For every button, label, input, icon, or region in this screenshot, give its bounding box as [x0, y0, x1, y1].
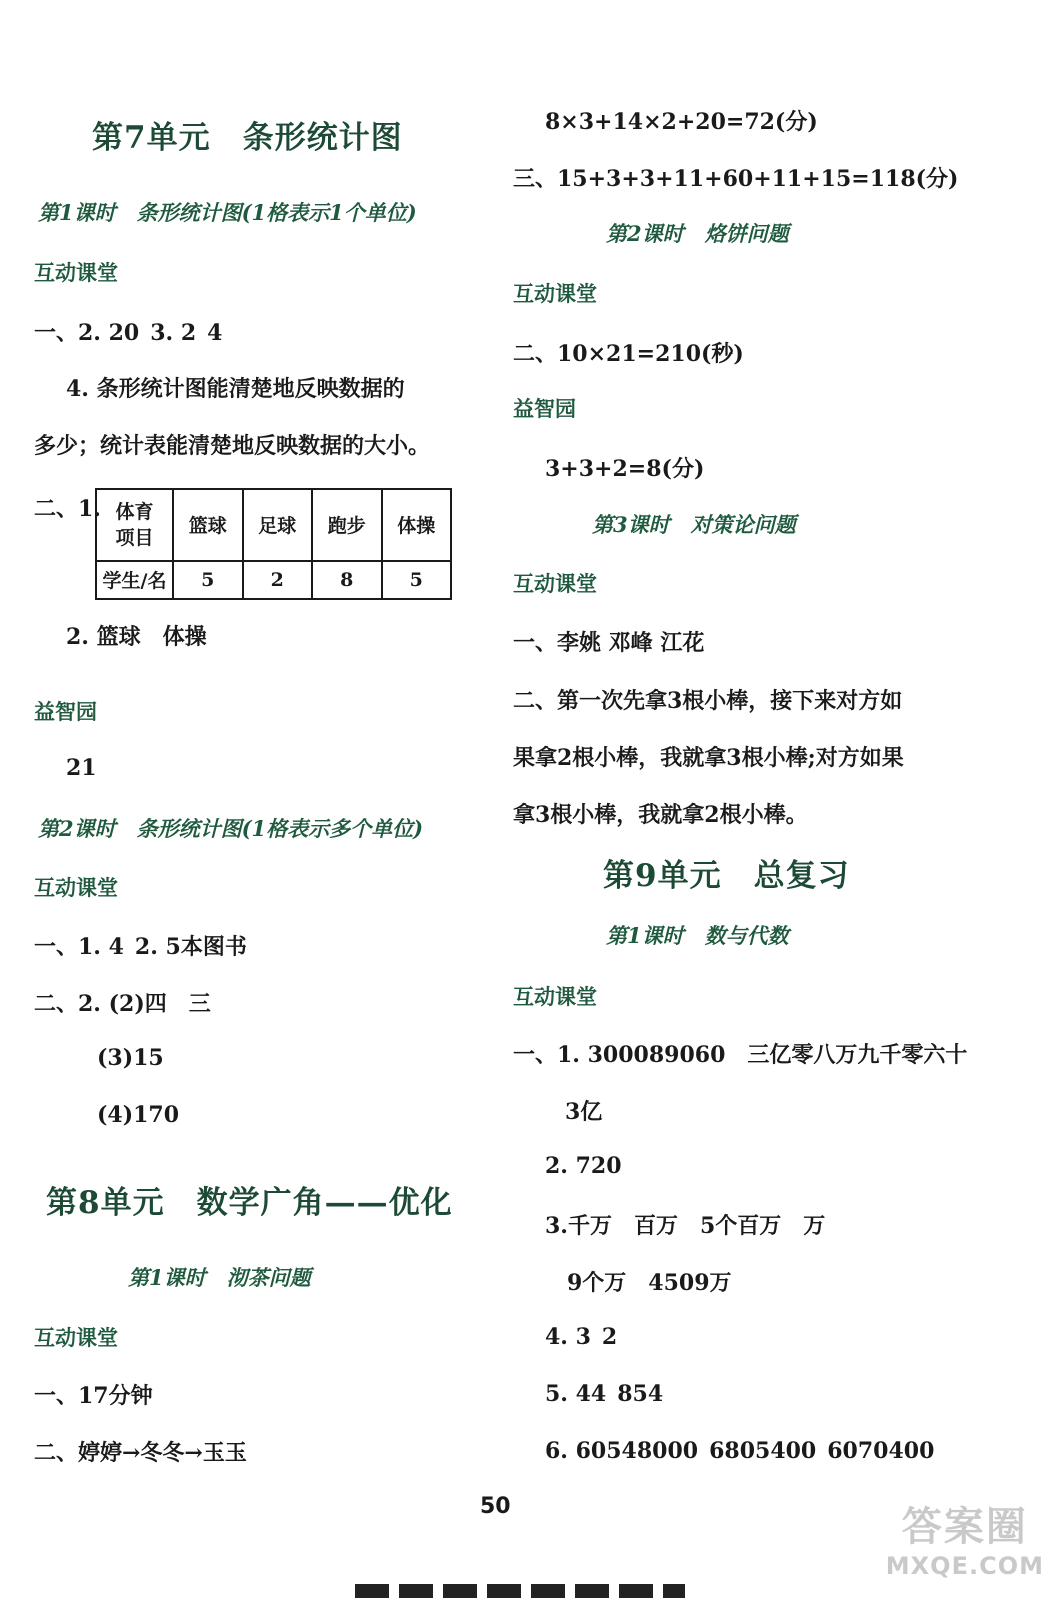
answer-line: (3)15	[97, 1045, 164, 1071]
answer-line: 一、1. 300089060 三亿零八万九千零六十	[513, 1042, 968, 1068]
answer-line: 3+3+2=8(分)	[545, 456, 705, 482]
answer-line: 二、婷婷→冬冬→玉玉	[34, 1440, 247, 1466]
table-cell: 8	[312, 561, 382, 599]
lesson3-title: 第1课时 沏茶问题	[128, 1265, 311, 1290]
lesson-title: 第3课时 对策论问题	[592, 512, 796, 537]
lesson2-title: 第2课时 条形统计图(1格表示多个单位)	[38, 816, 424, 841]
section-hudong: 互动课堂	[34, 261, 118, 285]
answer-line: 一、2. 20 3. 2 4	[34, 320, 223, 346]
watermark-line2: MXQE.COM	[885, 1552, 1044, 1580]
answer-line: 2. 篮球 体操	[66, 624, 207, 650]
watermark-logo	[886, 1495, 1044, 1580]
section-hudong: 互动课堂	[513, 572, 597, 596]
answer-line: 4. 条形统计图能清楚地反映数据的	[66, 376, 405, 402]
lesson1-title: 第1课时 条形统计图(1格表示1个单位)	[38, 200, 417, 225]
answer-line: 一、17分钟	[34, 1383, 153, 1409]
bottom-decoration	[355, 1584, 685, 1598]
table-cell: 篮球	[173, 489, 243, 561]
table-cell: 学生/名	[96, 561, 173, 599]
answer-line: 三、15+3+3+11+60+11+15=118(分)	[513, 166, 959, 192]
table-cell: 2	[243, 561, 313, 599]
section-hudong: 互动课堂	[513, 282, 597, 306]
table-row	[96, 489, 451, 561]
answer-line: 6. 60548000 6805400 6070400	[545, 1438, 935, 1464]
lesson-title: 第1课时 数与代数	[606, 923, 789, 948]
section-hudong: 互动课堂	[34, 1326, 118, 1350]
answer-line: 9个万 4509万	[567, 1270, 732, 1296]
answer-line: 拿3根小棒，我就拿2根小棒。	[513, 802, 808, 828]
answer-line: 3.千万 百万 5个百万 万	[545, 1213, 826, 1239]
lesson-title: 第2课时 烙饼问题	[606, 221, 789, 246]
table-cell	[96, 489, 173, 561]
answer-line: (4)170	[97, 1102, 180, 1128]
unit9-title: 第9单元 总复习	[603, 858, 850, 894]
answer-line: 二、1.	[34, 496, 101, 522]
table-cell: 体操	[382, 489, 452, 561]
answer-line: 8×3+14×2+20=72(分)	[545, 109, 818, 135]
answer-line: 二、第一次先拿3根小棒，接下来对方如	[513, 688, 903, 714]
answer-line: 一、李姚 邓峰 江花	[513, 630, 705, 656]
answer-line: 5. 44 854	[545, 1381, 664, 1407]
answer-line: 果拿2根小棒，我就拿3根小棒;对方如果	[513, 745, 904, 771]
sports-table	[95, 488, 452, 600]
answer-line: 多少；统计表能清楚地反映数据的大小。	[34, 433, 431, 459]
watermark-line1: 答案圈	[901, 1504, 1028, 1550]
table-header-line2: 项目	[115, 526, 154, 549]
table-row	[96, 561, 451, 599]
unit8-title: 第8单元 数学广角——优化	[46, 1185, 453, 1221]
answer-line: 2. 720	[545, 1153, 622, 1179]
answer-line: 4. 3 2	[545, 1324, 618, 1350]
section-yizhi: 益智园	[34, 700, 97, 724]
table-cell: 5	[173, 561, 243, 599]
table-cell: 足球	[243, 489, 313, 561]
table-header-line1: 体育	[115, 500, 154, 523]
answer-line: 二、10×21=210(秒)	[513, 341, 744, 367]
section-hudong: 互动课堂	[34, 876, 118, 900]
section-hudong: 互动课堂	[513, 985, 597, 1009]
answer-line: 一、1. 4 2. 5本图书	[34, 934, 247, 960]
page-number: 50	[480, 1494, 511, 1519]
answer-line: 21	[66, 755, 97, 781]
section-yizhi: 益智园	[513, 397, 576, 421]
table-cell: 5	[382, 561, 452, 599]
unit7-title: 第7单元 条形统计图	[92, 120, 403, 156]
answer-line: 3亿	[565, 1099, 603, 1125]
table-cell: 跑步	[312, 489, 382, 561]
answer-line: 二、2. (2)四 三	[34, 991, 211, 1017]
